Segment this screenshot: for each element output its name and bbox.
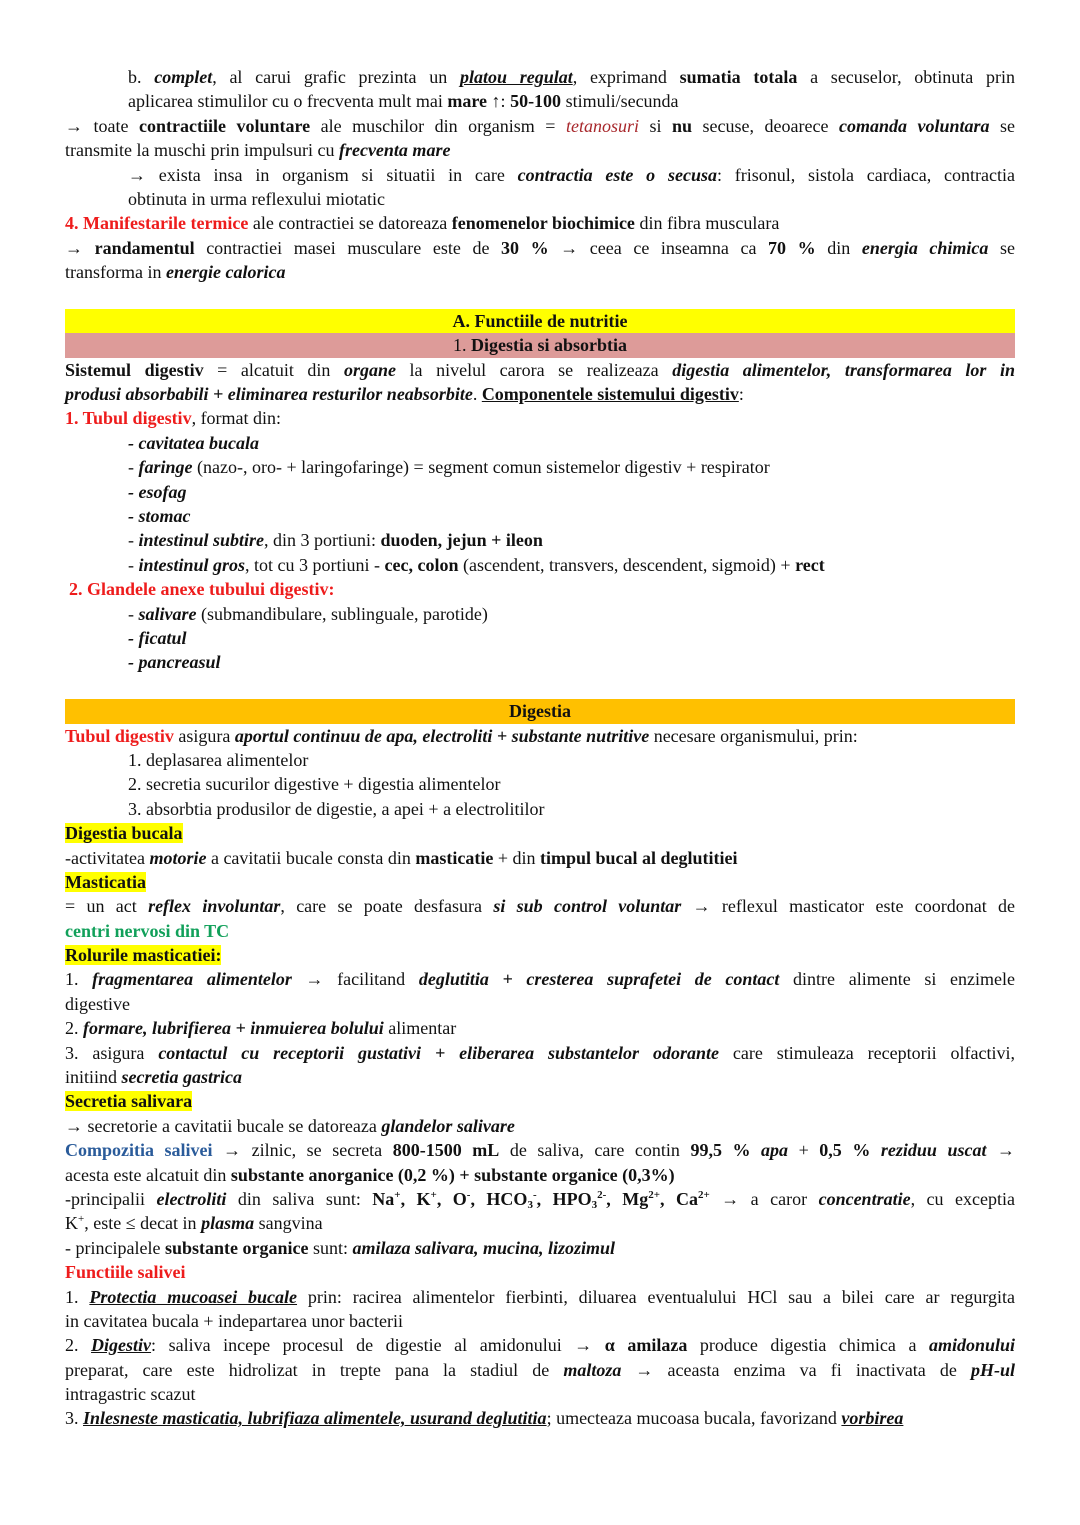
- plain-text: preparat, care este hidrolizat in trepte pana la stadiul de: [65, 1359, 564, 1380]
- text-line: [65, 1138, 1015, 1162]
- formatted-text: 50-100: [510, 91, 562, 112]
- plain-text: -: [128, 603, 139, 624]
- formatted-text: energia chimica: [861, 237, 989, 258]
- text-line: [65, 772, 1015, 796]
- text-line: [65, 602, 1015, 626]
- plain-text: prin: racirea alimentelor fierbinti, diluarea eventualului HCl sau a bilei care ar regurgita: [297, 1286, 1015, 1307]
- text-line: [65, 967, 1015, 991]
- text-line: [65, 236, 1015, 260]
- text-line: [65, 382, 1015, 406]
- text-line: [65, 211, 1015, 235]
- formatted-text: A. Functiile de nutritie: [452, 310, 628, 331]
- plain-text: K: [65, 1213, 78, 1234]
- formatted-text: Sistemul digestiv: [65, 359, 204, 380]
- section-banner: [65, 333, 1015, 357]
- plain-text: ; umecteaza mucoasa bucala, favorizand: [546, 1408, 842, 1429]
- plain-text: asigura: [173, 725, 235, 746]
- formatted-text: 1. Tubul digestiv: [65, 408, 192, 429]
- formatted-text: 800-1500 mL: [392, 1140, 500, 1161]
- text-line: [65, 1333, 1015, 1357]
- text-line: [65, 455, 1015, 479]
- formatted-text: fenomenelor biochimice: [451, 213, 635, 234]
- formatted-text: salivare: [138, 603, 197, 624]
- plain-text: → ceea ce inseamna ca: [548, 237, 769, 258]
- formatted-text: Componentele sistemului digestiv: [481, 384, 739, 405]
- superscript: -: [466, 1188, 471, 1201]
- text-line: [65, 358, 1015, 382]
- superscript: +: [394, 1188, 401, 1201]
- plain-text: obtinuta in urma reflexului miotatic: [128, 188, 385, 209]
- plain-text: de saliva, care contin: [499, 1140, 691, 1161]
- text-line: [65, 846, 1015, 870]
- text-line: [65, 553, 1015, 577]
- formatted-text: digestia alimentelor, transformarea lor in: [672, 359, 1015, 380]
- text-line: [65, 504, 1015, 528]
- formatted-text: sumatia totala: [679, 67, 798, 87]
- formatted-text: deglutitia + cresterea suprafetei de contact: [418, 969, 780, 990]
- plain-text: .: [472, 384, 482, 405]
- superscript: 2+: [697, 1188, 710, 1201]
- plain-text: a cavitatii bucale consta din: [206, 847, 416, 868]
- formatted-text: 4. Manifestarile termice: [65, 213, 249, 234]
- plain-text: stimuli/secunda: [561, 91, 679, 112]
- formatted-text: apa: [761, 1140, 789, 1161]
- formatted-text: - pancreasul: [128, 652, 221, 673]
- formatted-text: - esofag: [128, 481, 187, 502]
- plain-text: 2. secretia sucurilor digestive + digestia alimentelor: [128, 774, 501, 795]
- formatted-text: pH-ul: [970, 1359, 1015, 1380]
- plain-text: care stimuleaza receptorii olfactivi,: [718, 1042, 1015, 1063]
- formatted-text: intestinul gros: [138, 554, 246, 575]
- plain-text: , tot cu 3 portiuni -: [245, 554, 385, 575]
- plain-text: (nazo-, oro- + laringofaringe) = segment comun sistemelor digestiv + respirator: [192, 457, 770, 478]
- formatted-text: intestinul subtire: [138, 530, 265, 551]
- formatted-text: si sub control voluntar: [493, 896, 682, 917]
- formatted-text: contractia este o secusa: [517, 164, 717, 185]
- formatted-text: formare, lubrifierea + inmuierea bolului: [83, 1018, 384, 1039]
- text-line: [65, 480, 1015, 504]
- plain-text: acesta este alcatuit din: [65, 1164, 231, 1185]
- plain-text: ale muschilor din organism =: [310, 115, 566, 136]
- text-line: [65, 1089, 1015, 1113]
- plain-text: 1. deplasarea alimentelor: [128, 749, 309, 770]
- plain-text: ↑:: [487, 91, 511, 112]
- formatted-text: motorie: [149, 847, 207, 868]
- plain-text: , al carui grafic prezinta un: [212, 67, 460, 87]
- plain-text: din fibra musculara: [634, 213, 780, 234]
- plain-text: [750, 1140, 761, 1160]
- plain-text: intragastric scazut: [65, 1384, 196, 1405]
- text-line: [65, 748, 1015, 772]
- plain-text: 3. asigura: [65, 1042, 159, 1063]
- plain-text: se: [988, 237, 1015, 258]
- plain-text: -principalii: [65, 1188, 157, 1209]
- text-line: [65, 870, 1015, 894]
- formatted-text: 0,5 %: [819, 1140, 871, 1161]
- highlighted-heading: Masticatia: [65, 871, 146, 892]
- superscript: +: [430, 1188, 437, 1201]
- formatted-text: amidonului: [928, 1335, 1015, 1356]
- plain-text: → reflexul masticator este coordonat de: [681, 896, 1015, 917]
- formatted-text: platou regulat: [459, 67, 573, 87]
- plain-text: b.: [128, 67, 155, 87]
- text-line: [65, 1041, 1015, 1065]
- plain-text: produce digestia chimica a: [687, 1335, 929, 1356]
- formatted-text: Compozitia salivei: [65, 1140, 213, 1161]
- plain-text: 3. absorbtia produsilor de digestie, a apei + a electrolitilor: [128, 798, 545, 819]
- plain-text: [870, 1140, 881, 1160]
- text-line: [65, 626, 1015, 650]
- text-line: [65, 1382, 1015, 1406]
- formatted-text: , O: [436, 1188, 467, 1209]
- formatted-text: concentratie: [818, 1188, 911, 1209]
- formatted-text: - cavitatea bucala: [128, 432, 259, 453]
- plain-text: , care se poate desfasura: [280, 896, 494, 917]
- formatted-text: aportul continuu de apa, electroliti + substante nutritive: [234, 725, 650, 746]
- superscript: -: [532, 1188, 537, 1201]
- plain-text: :: [738, 384, 744, 405]
- plain-text: -: [128, 457, 139, 478]
- formatted-text: electroliti: [156, 1188, 227, 1209]
- formatted-text: fragmentarea alimentelor: [92, 969, 292, 990]
- formatted-text: 2. Glandele anexe tubului digestiv:: [69, 579, 335, 600]
- formatted-text: amilaza salivara, mucina, lizozimul: [352, 1237, 616, 1258]
- plain-text: -activitatea: [65, 847, 150, 868]
- plain-text: dintre alimente si enzimele: [779, 969, 1015, 990]
- formatted-text: reflex involuntar: [148, 896, 281, 917]
- text-line: [65, 650, 1015, 674]
- text-line: [65, 992, 1015, 1016]
- plain-text: digestive: [65, 993, 130, 1014]
- plain-text: , format din:: [191, 408, 282, 429]
- superscript: +: [78, 1213, 85, 1226]
- formatted-text: organe: [343, 359, 396, 380]
- subscript: 3: [527, 1198, 533, 1211]
- superscript: 2+: [648, 1188, 660, 1201]
- text-line: [65, 114, 1015, 138]
- plain-text: + din: [493, 847, 540, 868]
- formatted-text: glandelor salivare: [381, 1115, 515, 1136]
- blank-line: [65, 675, 1015, 699]
- formatted-text: complet: [154, 67, 213, 87]
- formatted-text: substante anorganice (0,2 %) + substante organice (0,3%): [230, 1164, 675, 1185]
- plain-text: se: [989, 115, 1015, 136]
- document-page: [65, 65, 1015, 1431]
- formatted-text: tetanosuri: [565, 115, 639, 136]
- plain-text: din saliva sunt:: [226, 1188, 373, 1209]
- highlighted-heading: Digestia bucala: [65, 823, 183, 844]
- text-line: [65, 1114, 1015, 1138]
- formatted-text: Digestia: [509, 701, 571, 722]
- plain-text: , din 3 portiuni:: [264, 530, 381, 551]
- formatted-text: maltoza: [563, 1359, 622, 1380]
- text-line: [65, 1016, 1015, 1040]
- text-line: [65, 1260, 1015, 1284]
- plain-text: in cavitatea bucala + indepartarea unor bacterii: [65, 1310, 403, 1331]
- plain-text: : frisonul, sistola cardiaca, contractia: [716, 164, 1015, 185]
- formatted-text: secretia gastrica: [121, 1067, 242, 1088]
- plain-text: → zilnic, se secreta: [212, 1140, 393, 1161]
- text-line: [65, 65, 1015, 89]
- text-line: [65, 894, 1015, 918]
- text-line: [65, 1187, 1015, 1211]
- text-line: [65, 260, 1015, 284]
- plain-text: = un act: [65, 896, 149, 917]
- formatted-text: masticatie: [415, 847, 494, 868]
- formatted-text: Na: [372, 1188, 395, 1209]
- text-line: [65, 187, 1015, 211]
- plain-text: → exista insa in organism si situatii in care: [128, 164, 518, 185]
- plain-text: → aceasta enzima va fi inactivata de: [621, 1359, 971, 1380]
- formatted-text: Protectia mucoasei bucale: [89, 1286, 298, 1307]
- plain-text: → a caror: [709, 1188, 819, 1209]
- formatted-text: frecventa mare: [338, 140, 451, 161]
- plain-text: →: [986, 1140, 1015, 1161]
- text-line: [65, 1211, 1015, 1235]
- plain-text: alimentar: [383, 1018, 457, 1039]
- plain-text: 2.: [65, 1335, 92, 1356]
- plain-text: -: [128, 530, 139, 551]
- text-line: [65, 528, 1015, 552]
- plain-text: la nivelul carora se realizeaza: [395, 359, 673, 380]
- plain-text: ale contractiei se datoreaza: [248, 213, 452, 234]
- formatted-text: nu: [671, 115, 693, 136]
- text-line: [65, 724, 1015, 748]
- formatted-text: reziduu uscat: [880, 1140, 987, 1161]
- text-line: [65, 1163, 1015, 1187]
- text-line: [65, 577, 1015, 601]
- formatted-text: 99,5 %: [690, 1140, 751, 1161]
- plain-text: → facilitand: [291, 969, 419, 990]
- plain-text: necesare organismului, prin:: [649, 725, 858, 746]
- plain-text: (submandibulare, sublinguale, parotide): [196, 603, 488, 624]
- highlighted-heading: Secretia salivara: [65, 1091, 193, 1112]
- plain-text: = alcatuit din: [203, 359, 344, 380]
- text-line: [65, 431, 1015, 455]
- plain-text: 2.: [65, 1018, 83, 1039]
- text-line: [65, 1065, 1015, 1089]
- plain-text: aplicarea stimulilor cu o frecventa mult mai: [128, 91, 448, 112]
- formatted-text: faringe: [138, 457, 193, 478]
- formatted-text: mare: [447, 91, 488, 112]
- formatted-text: Inlesneste masticatia, lubrifiaza alimentele, usurand deglutitia: [83, 1408, 547, 1429]
- formatted-text: , HCO: [470, 1188, 528, 1209]
- plain-text: →: [65, 237, 95, 258]
- formatted-text: , Ca: [660, 1188, 698, 1209]
- highlighted-heading: Rolurile masticatiei:: [65, 945, 222, 966]
- formatted-text: rect: [795, 554, 825, 575]
- blank-line: [65, 285, 1015, 309]
- plain-text: 3.: [65, 1408, 83, 1429]
- formatted-text: , K: [400, 1188, 431, 1209]
- formatted-text: plasma: [201, 1213, 255, 1234]
- plain-text: secuse, deoarece: [692, 115, 839, 136]
- formatted-text: 70 %: [768, 237, 816, 258]
- formatted-text: produsi absorbabili + eliminarea resturilor neabsorbite: [65, 384, 473, 405]
- formatted-text: vorbirea: [841, 1408, 904, 1429]
- formatted-text: - stomac: [128, 506, 191, 527]
- plain-text: → secretorie a cavitatii bucale se datoreaza: [65, 1115, 382, 1136]
- text-line: [65, 163, 1015, 187]
- plain-text: sunt:: [308, 1237, 353, 1258]
- plain-text: 1.: [65, 969, 93, 990]
- plain-text: si: [638, 115, 672, 136]
- plain-text: (ascendent, transvers, descendent, sigmoid) +: [458, 554, 796, 575]
- text-line: [65, 1406, 1015, 1430]
- plain-text: a secuselor, obtinuta prin: [797, 67, 1015, 87]
- text-line: [65, 943, 1015, 967]
- plain-text: sangvina: [254, 1213, 323, 1234]
- text-line: [65, 1309, 1015, 1333]
- formatted-text: α amilaza: [604, 1335, 688, 1356]
- plain-text: din: [815, 237, 862, 258]
- plain-text: 1.: [65, 1286, 90, 1307]
- text-line: [65, 1358, 1015, 1382]
- formatted-text: cec, colon: [384, 554, 459, 575]
- formatted-text: comanda voluntara: [838, 115, 990, 136]
- formatted-text: - ficatul: [128, 627, 187, 648]
- formatted-text: substante organice: [164, 1237, 309, 1258]
- plain-text: , este ≤ decat in: [84, 1213, 202, 1234]
- formatted-text: contractiile voluntare: [139, 115, 311, 136]
- text-line: [65, 797, 1015, 821]
- formatted-text: Digestiv: [91, 1335, 152, 1356]
- text-line: [65, 821, 1015, 845]
- text-line: [65, 919, 1015, 943]
- plain-text: contractiei masei musculare este de: [194, 237, 502, 258]
- plain-text: -: [128, 554, 139, 575]
- formatted-text: Tubul digestiv: [65, 725, 174, 746]
- formatted-text: contactul cu receptorii gustativi + eliberarea substantelor odorante: [158, 1042, 719, 1063]
- formatted-text: timpul bucal al deglutitiei: [540, 847, 738, 868]
- plain-text: +: [788, 1140, 820, 1161]
- formatted-text: energie calorica: [165, 262, 286, 283]
- formatted-text: , Mg: [606, 1188, 649, 1209]
- plain-text: → toate: [65, 115, 139, 136]
- formatted-text: randamentul: [94, 237, 195, 258]
- subscript: 3: [591, 1198, 598, 1211]
- plain-text: , exprimand: [572, 67, 680, 87]
- section-banner: [65, 309, 1015, 333]
- formatted-text: 30 %: [501, 237, 549, 258]
- plain-text: transforma in: [65, 262, 166, 283]
- formatted-text: duoden, jejun + ileon: [380, 530, 543, 551]
- plain-text: 1.: [452, 335, 471, 356]
- plain-text: - principalele: [65, 1237, 165, 1258]
- plain-text: : saliva incepe procesul de digestie al amidonului →: [151, 1335, 605, 1356]
- formatted-text: centri nervosi din TC: [65, 920, 230, 941]
- text-line: [65, 406, 1015, 430]
- formatted-text: Functiile salivei: [65, 1262, 186, 1283]
- superscript: 2-: [597, 1188, 607, 1201]
- text-line: [65, 138, 1015, 162]
- text-line: [65, 1285, 1015, 1309]
- formatted-text: , HPO: [536, 1188, 592, 1209]
- plain-text: initiind: [65, 1067, 122, 1088]
- section-banner: [65, 699, 1015, 723]
- text-line: [65, 1236, 1015, 1260]
- plain-text: , cu exceptia: [910, 1188, 1015, 1209]
- plain-text: transmite la muschi prin impulsuri cu: [65, 140, 339, 161]
- text-line: [65, 89, 1015, 113]
- formatted-text: Digestia si absorbtia: [470, 335, 627, 356]
